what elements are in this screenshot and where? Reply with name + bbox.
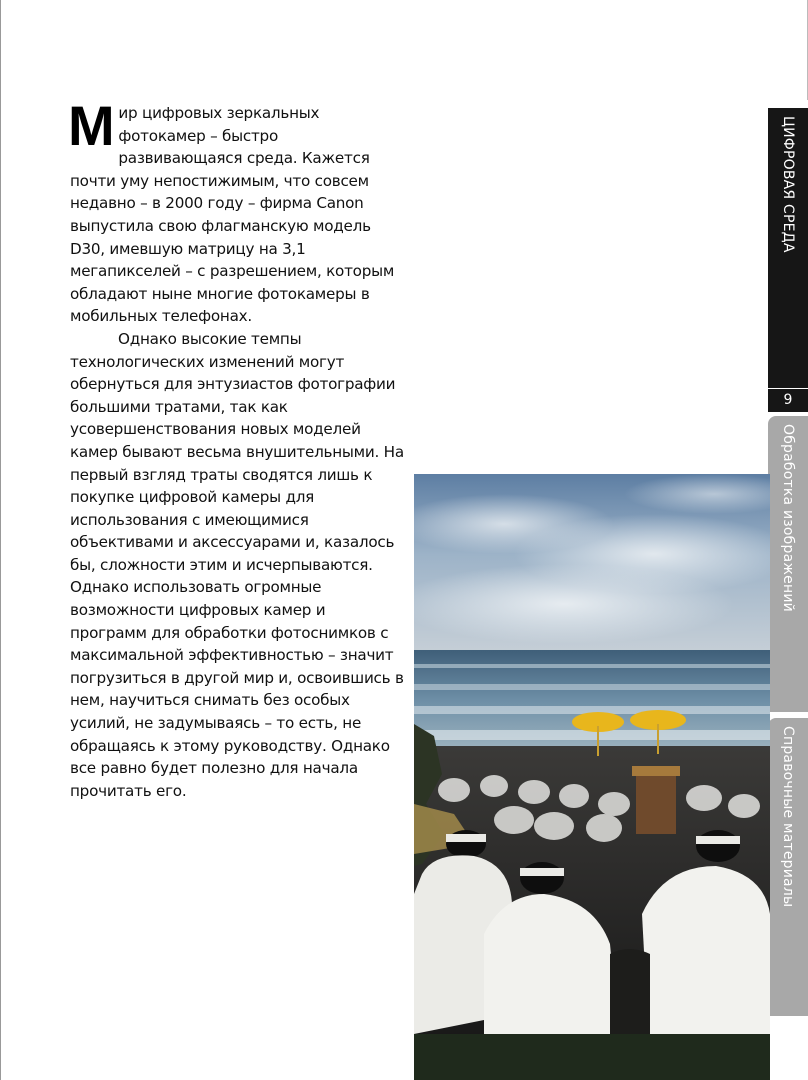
tab-digital-environment[interactable] [768,108,808,388]
page-number-tab [768,388,808,412]
article-body [68,94,405,802]
beach-ceremony-photo [414,474,770,1080]
paragraph-1-text: ир цифровых зеркальных фотокамер – быстро развивающаяся среда. Кажется почти уму непостижимым, что совсем недавно – в 2000 году – фирма Canon выпустила свою флагманскую модель D30, имевшую матрицу на 3,1 мегапикселей – с разрешением, которым обладают ныне многие фотокамеры в мобильных телефонах. [70,104,395,326]
tab-reference-materials-label: Справочные материалы [780,726,796,908]
page-left-border [0,0,1,1080]
photo-svg [414,474,770,1080]
drop-cap: М [68,94,115,157]
paragraph-1 [68,94,405,328]
tab-image-processing-label: Обработка изображений [780,424,796,612]
tab-reference-materials[interactable] [768,718,808,1016]
paragraph-2: Однако высокие темпы технологических изменений могут обернуться для энтузиастов фотографии большими тратами, так как усовершенствования новых моделей камер бывают весьма внушительными. На первый взгляд траты сводятся лишь к покупке цифровой камеры для использования с имеющимися объективами и аксессуарами и, казалось бы, сложности этим и исчерпываются. Однако использовать огромные возможности цифровых камер и программ для обработки фотоснимков с максимальной эффективностью – значит погрузиться в другой мир и, освоившись в нем, научиться снимать без особых усилий, не задумываясь – то есть, не обращаясь к этому руководству. Однако все равно будет полезно для начала прочитать его. [70,329,404,800]
page-number: 9 [783,392,793,408]
tab-digital-environment-label: ЦИФРОВАЯ СРЕДА [780,116,796,253]
tab-image-processing[interactable] [768,416,808,712]
